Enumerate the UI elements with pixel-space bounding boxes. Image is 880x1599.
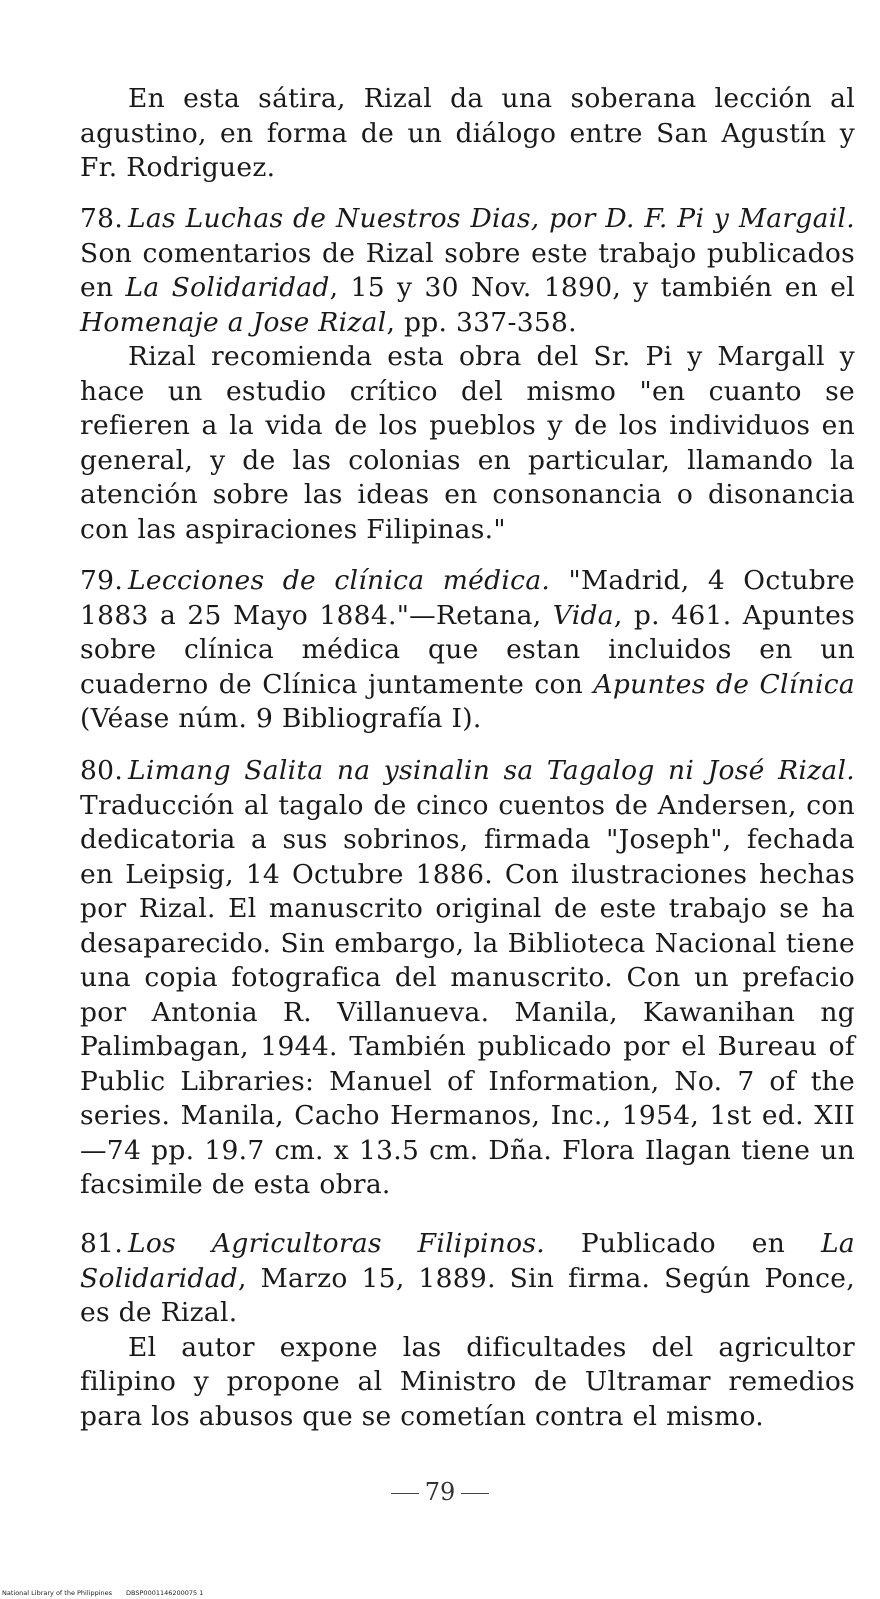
page-number [0, 1478, 880, 1506]
entry-78-paragraph: Rizal recomienda esta obra del Sr. Pi y Margall y hace un estudio crítico del mismo "en cuanto se refieren a la vida de los pueblos y de los individuos en general, y de las colonias en particular, llamando la atención sobre las ideas en consonancia o disonancia con las aspiraciones Filipinas." [80, 341, 855, 545]
entry-number: 80. [80, 755, 124, 786]
entry-italic: Vida [552, 599, 614, 631]
entry-number: 78. [80, 203, 124, 234]
entry-number: 81. [80, 1228, 124, 1259]
entry-79 [80, 564, 855, 737]
entry-italic: La Solidaridad [125, 272, 330, 303]
entry-text: Publicado en [544, 1228, 821, 1259]
credit-record-id: DBSP0001146200075 1 [126, 1589, 204, 1597]
entry-title: Los Agricultoras Filipinos. [128, 1228, 545, 1259]
scan-credit [2, 1589, 217, 1597]
page-number-text: 79 [424, 1478, 456, 1506]
entry-80 [80, 754, 855, 1203]
entry-80-body [80, 754, 855, 1203]
entry-text: , 15 y 30 Nov. 1890, y también en el [329, 272, 855, 303]
intro-paragraph: En esta sátira, Rizal da una soberana lección al agustino, en forma de un diálogo entre San Agustín y Fr. Rodriguez. [80, 83, 855, 183]
dash-right [461, 1493, 489, 1494]
entry-text: "Madrid, 4 Octubre 1883 a 25 Mayo 1884."—Retana, [80, 565, 855, 631]
entry-italic: Homenaje a Jose Rizal [80, 306, 387, 338]
entry-number: 79. [80, 565, 124, 596]
entry-79-body [80, 564, 855, 737]
intro-block [80, 82, 855, 186]
entry-text: , pp. 337-358. [386, 306, 577, 338]
entry-text: , p. 461. Apuntes sobre clínica médica que estan incluidos en un cuaderno de Clínica juntamente con [80, 599, 855, 700]
entry-italic: La Solidaridad [80, 1228, 855, 1294]
entry-text: Son comentarios de Rizal sobre este trabajo publicados en [80, 237, 855, 303]
entry-title: Las Luchas de Nuestros Dias, por D. F. Pi y Margail. [128, 203, 855, 234]
entry-text: , Marzo 15, 1889. Sin firma. Según Ponce, es de Rizal. [80, 1262, 855, 1328]
entry-italic: Apuntes de Clínica [593, 668, 855, 700]
entry-title: Limang Salita na ysinalin sa Tagalog ni José Rizal. [128, 755, 855, 786]
entry-81 [80, 1227, 855, 1434]
entry-text: (Véase núm. 9 Bibliografía I). [80, 703, 482, 734]
entry-81-paragraph: El autor expone las dificultades del agricultor filipino y propone al Ministro de Ultramar remedios para los abusos que se cometían contra el mismo. [80, 1331, 855, 1432]
entry-78 [80, 202, 855, 547]
dash-left [391, 1493, 419, 1494]
entry-text: Traducción al tagalo de cinco cuentos de Andersen, con dedicatoria a sus sobrinos, firmada "Joseph", fechada en Leipsig, 14 Octubre 1886. Con ilustraciones hechas por Rizal. El manuscrito original de este trabajo se ha desaparecido. Sin embargo, la Biblioteca Nacional tiene una copia fotografica del manuscrito. Con un prefacio por Antonia R. Villanueva. Manila, Kawanihan ng Palimbagan, 1944. También publicado por el Bureau of Public Libraries: Manuel of Information, No. 7 of the series. Manila, Cacho Hermanos, Inc., 1954, 1st ed. XII—74 pp. 19.7 cm. x 13.5 cm. Dña. Flora Ilagan tiene un facsimile de esta obra. [80, 789, 855, 1200]
entry-78-body [80, 202, 855, 340]
entry-81-body [80, 1227, 855, 1331]
entry-title: Lecciones de clínica médica. [128, 565, 551, 596]
credit-institution: National Library of the Philippines [2, 1589, 113, 1597]
